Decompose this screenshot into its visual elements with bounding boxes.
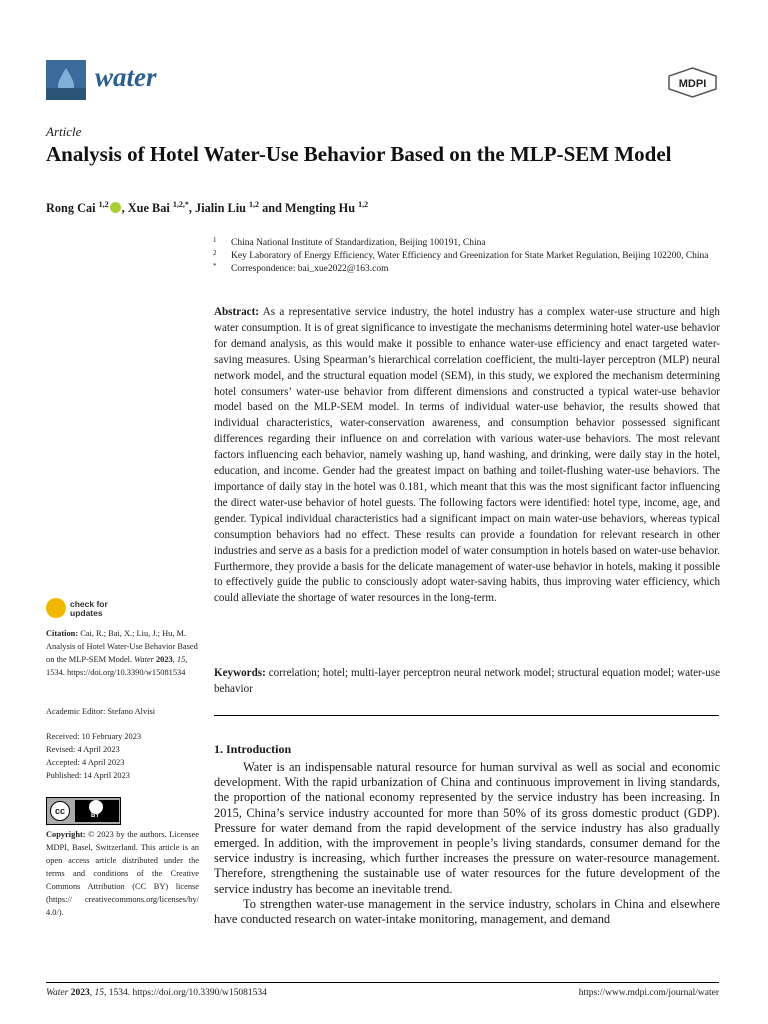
- affiliation-item: [213, 263, 718, 276]
- author-list: Rong Cai $^{1,2}$ , Xue Bai $^{1,2,*}$, Jialin Liu $^{1,2}$ and Mengting Hu $^{1,2}$: [46, 200, 369, 216]
- paragraph: To strengthen water-use management in the service industry, scholars in China and elsewhere have conducted research on water-intake monitoring, management, and demand: [214, 896, 720, 927]
- article-type: Article: [46, 124, 82, 139]
- citation-journal: Water: [134, 655, 154, 664]
- author-affil-sup: 1,2: [249, 200, 260, 209]
- footer-doi[interactable]: , 1534. https://doi.org/10.3390/w15081534: [103, 988, 267, 998]
- received-date: Received: 10 February 2023: [46, 732, 142, 741]
- journal-logo-icon: [46, 60, 86, 100]
- footer-divider: [46, 982, 719, 983]
- publisher-name: MDPI: [678, 78, 707, 90]
- keywords-text: correlation; hotel; multi-layer perceptron neural network model; structural equation model; water-use behavior: [214, 667, 720, 695]
- accepted-date: Accepted: 4 April 2023: [46, 758, 125, 767]
- author-name[interactable]: Rong Cai: [46, 201, 96, 216]
- author-name[interactable]: Xue Bai: [127, 201, 170, 216]
- keywords: [214, 666, 720, 698]
- author-name[interactable]: Mengting Hu: [285, 201, 356, 216]
- affiliations: [213, 237, 718, 276]
- correspondence-text: Correspondence: bai_xue2022@163.com: [231, 264, 389, 274]
- abstract-text: As a representative service industry, the hotel industry has a complex water-use structure and high water consumption. It is of great significance to investigate the mechanisms determining hotel water-use behavior for demand analysis, as this would make it possible to enhance water-use efficiency and enact targeted water-saving measures. Using Spearman’s hierarchical correlation coefficient, the multi-layer perceptron (MLP) neural network model, and the structural equation model (SEM), in this study, we explored the mechanism determining hotel consumers’ water-use behavior from different dimensions and constructed a typical water-use behavior model based on the MLP-SEM model. In terms of individual water-use behavior, the results showed that individual characteristics, water-conservation awareness, and consumption behavior possessed significant differences regarding their influence on and correlation with various water-use behaviors. The most relevant factors influencing each behavior, namely washing up, hand washing, and drinking, were daily stay in the hotel, education, and income. Gender had the greatest impact on bathing and toilet-flushing water-use behaviors. The importance of daily stay in the hotel was 0.181, which meant that this was the most significant factor influencing the direct water-use behavior of hotel guests. The following factors were identified: hotel type, income, age, and gender. Typical individual characteristics had a significant impact on main water-use behaviors, whereas typical consumption behaviors had no effect. These results can provide a foundation for relevant research in other industries and serve as a basis for a prediction model of water consumption in hotels based on water-use behavior. Furthermore, they provide a basis for the delicate management of water-use behavior in hotels, making it possible to effectively guide the public to consciously adopt water-saving habits, thus improving water efficiency, which could alleviate the shortage of water resources in the long-term.: [214, 306, 720, 605]
- paper-title: Analysis of Hotel Water-Use Behavior Based on the MLP-SEM Model: [46, 142, 672, 166]
- published-date: Published: 14 April 2023: [46, 771, 130, 780]
- section-body: [214, 760, 720, 927]
- check-line2: updates: [70, 608, 103, 618]
- keywords-label: Keywords:: [214, 667, 266, 679]
- academic-editor: Academic Editor: Stefano Alvisi: [46, 707, 156, 716]
- revised-date: Revised: 4 April 2023: [46, 745, 120, 754]
- divider: [214, 715, 719, 716]
- affiliation-text: China National Institute of Standardization, Beijing 100191, China: [231, 238, 486, 248]
- dates-block: [46, 730, 199, 782]
- author-affil-sup: 1,2,*: [172, 200, 189, 209]
- footer-volume: 15: [94, 988, 104, 998]
- by-label: BY: [91, 813, 100, 819]
- paragraph: Water is an indispensable natural resource for human survival as well as social and economic development. With the rapid urbanization of China and continuous improvement in living standards, the proportion of the national economy represented by the service industry has been increasing. In 2015, China’s service industry accounted for more than 50% of its gross domestic product (GDP). Pressure for water demand from the rapid development of the service industry has also gradually emerged. In addition, with the improvement in people’s living standards, consumer demand for the service industry is increasing, which further increases the pressure on water-resource management. Therefore, strengthening the sustainable use of water resources for the future development of the service industry has become an inevitable trend.: [214, 760, 720, 896]
- citation-text: Cai, R.; Bai, X.; Liu, J.; Hu, M. Analysis of Hotel Water-Use Behavior Based on the MLP-SEM Model.: [46, 629, 198, 664]
- affiliation-mark: *: [213, 262, 217, 270]
- section-title: 1. Introduction: [214, 742, 292, 756]
- citation-doi[interactable]: , 1534. https://doi.org/10.3390/w15081534: [46, 655, 188, 677]
- cc-by-license-icon[interactable]: [46, 797, 121, 825]
- author-name[interactable]: Jialin Liu: [195, 201, 246, 216]
- copyright-label: Copyright:: [46, 830, 86, 839]
- footer-journal-url[interactable]: https://www.mdpi.com/journal/water: [578, 988, 719, 998]
- journal-name: water: [95, 62, 157, 92]
- cc-label: cc: [50, 801, 70, 821]
- copyright-block: [46, 828, 199, 919]
- citation-block: Citation: Cai, R.; Bai, X.; Liu, J.; Hu, M. Analysis of Hotel Water-Use Behavior Based on the MLP-SEM Model. Water 2023, 15, 1534. https://doi.org/10.3390/w15081534: [46, 629, 198, 677]
- affiliation-item: [213, 237, 718, 250]
- affiliation-item: [213, 250, 718, 263]
- footer-journal: Water: [46, 988, 69, 998]
- check-line1: check for: [70, 599, 108, 609]
- copyright-text: © 2023 by the authors. Licensee MDPI, Basel, Switzerland. This article is an open access article distributed under the terms and conditions of the Creative Commons Attribution (CC BY) license (https:// creativecommons.org/licenses/by/ 4.0/).: [46, 830, 200, 917]
- footer-year: 2023: [70, 988, 90, 998]
- affiliation-mark: 1: [213, 236, 217, 244]
- affiliation-text: Key Laboratory of Energy Efficiency, Water Efficiency and Greenization for State Market Regulation, Beijing 102200, China: [231, 251, 709, 261]
- author-affil-sup: 1,2: [98, 200, 109, 209]
- citation-volume: 15: [176, 655, 186, 664]
- citation-year: 2023: [155, 655, 173, 664]
- affiliation-mark: 2: [213, 249, 217, 257]
- check-updates-icon: [46, 598, 66, 618]
- abstract-label: Abstract:: [214, 306, 259, 318]
- mdpi-logo-icon: [667, 67, 718, 98]
- check-for-updates-button[interactable]: [46, 598, 146, 620]
- citation-label: Citation:: [46, 629, 79, 638]
- footer-citation: Water 2023, 15, 1534. https://doi.org/10.3390/w15081534: [46, 988, 267, 998]
- abstract: [214, 305, 720, 607]
- orcid-icon[interactable]: [110, 202, 121, 213]
- author-affil-sup: 1,2: [358, 200, 369, 209]
